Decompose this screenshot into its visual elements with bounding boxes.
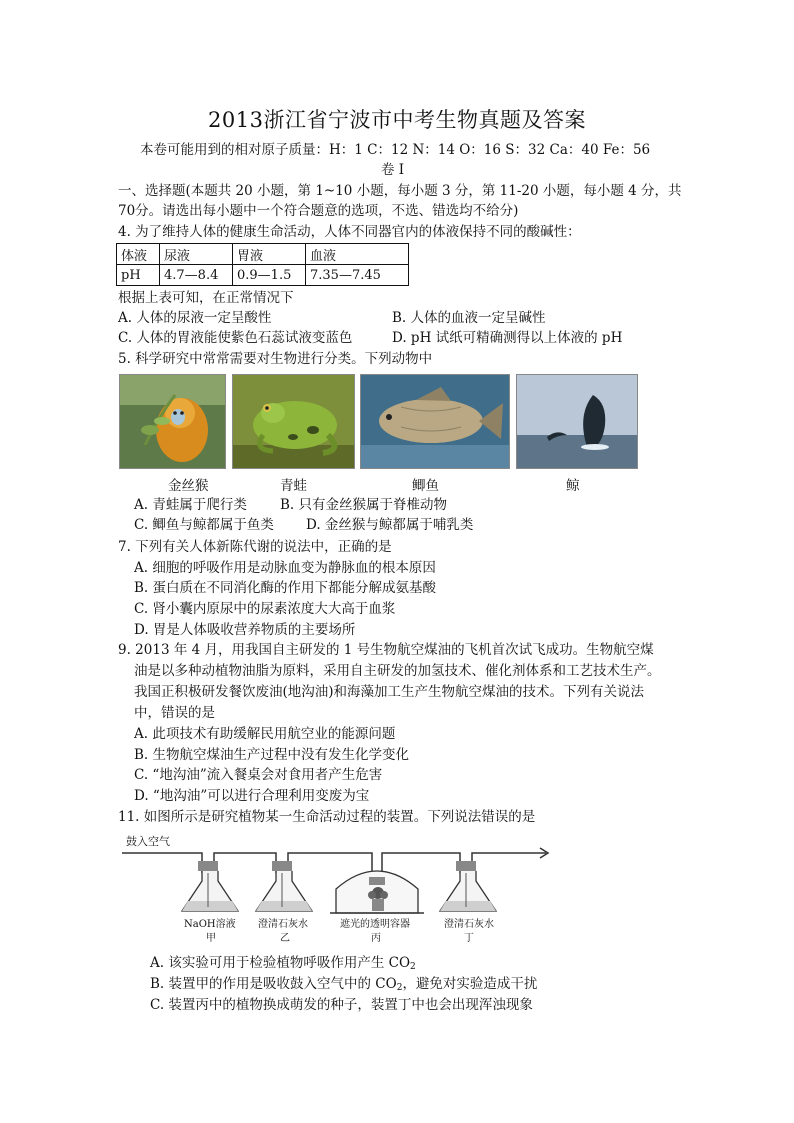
table-cell: 4.7—8.4 <box>160 265 233 286</box>
apparatus-label: 遮光的透明容器 <box>340 919 410 930</box>
whale-photo <box>516 374 638 469</box>
section-heading-line2: 70分。请选出每小题中一个符合题意的选项，不选、错选均不给分) <box>118 203 519 219</box>
table-header-cell: 尿液 <box>160 244 233 265</box>
section-heading-line1: 一、选择题(本题共 20 小题，第 1~10 小题，每小题 3 分，第 11-20 小题，每小题 4 分，共 <box>118 183 682 199</box>
frog-photo <box>232 374 355 469</box>
q9-line: 中，错误的是 <box>134 705 215 721</box>
q5-option-a: A. 青蛙属于爬行类 <box>134 497 247 513</box>
apparatus-label: 澄清石灰水 <box>258 919 308 930</box>
atomic-masses: 本卷可能用到的相对原子质量：H：1 C：12 N：14 O：16 S：32 Ca：40 Fe：56 <box>140 142 651 158</box>
q9-line: 9. 2013 年 4 月，用我国自主研发的 1 号生物航空煤油的飞机首次试飞成功。生物航空煤 <box>118 642 654 658</box>
q7-option-b: B. 蛋白质在不同消化酶的作用下都能分解成氨基酸 <box>134 580 437 596</box>
animal-caption: 青蛙 <box>280 478 307 494</box>
q5-option-b: B. 只有金丝猴属于脊椎动物 <box>280 497 448 513</box>
table-header-cell: 血液 <box>306 244 409 265</box>
q4-option-a: A. 人体的尿液一定呈酸性 <box>118 310 272 326</box>
apparatus-name: 甲 <box>206 933 216 944</box>
q11-option-a: A. 该实验可用于检验植物呼吸作用产生 $CO_2$ <box>150 955 416 972</box>
q5-option-c: C. 鲫鱼与鲸都属于鱼类 <box>134 517 274 533</box>
q7-stem: 7. 下列有关人体新陈代谢的说法中，正确的是 <box>118 539 392 555</box>
table-header-cell: 体液 <box>117 244 160 265</box>
table-row <box>117 244 409 265</box>
apparatus-label: NaOH溶液 <box>184 919 236 930</box>
table-row <box>117 265 409 286</box>
air-in-label: 鼓入空气 <box>126 835 170 848</box>
golden-monkey-photo <box>119 374 226 469</box>
q4-option-c: C. 人体的胃液能使紫色石蕊试液变蓝色 <box>118 330 353 346</box>
table-header-cell: 胃液 <box>233 244 306 265</box>
q9-option-d: D. “地沟油”可以进行合理利用变废为宝 <box>134 788 370 804</box>
q11-option-c: C. 装置丙中的植物换成萌发的种子，装置丁中也会出现浑浊现象 <box>150 997 533 1013</box>
q4-stem: 4. 为了维持人体的健康生命活动，人体不同器官内的体液保持不同的酸碱性： <box>118 224 581 240</box>
q5-option-d: D. 金丝猴与鲸都属于哺乳类 <box>306 517 474 533</box>
q7-option-a: A. 细胞的呼吸作用是动脉血变为静脉血的根本原因 <box>134 560 436 576</box>
q7-option-c: C. 肾小囊内原尿中的尿素浓度大大高于血浆 <box>134 601 396 617</box>
apparatus-name: 丙 <box>371 933 381 944</box>
apparatus-diagram <box>116 833 552 945</box>
q4-option-d: D. pH 试纸可精确测得以上体液的 pH <box>392 330 623 346</box>
q9-option-a: A. 此项技术有助缓解民用航空业的能源问题 <box>134 726 396 742</box>
q4-lead: 根据上表可知，在正常情况下 <box>118 290 294 306</box>
ph-table <box>116 243 409 286</box>
q11-stem: 11. 如图所示是研究植物某一生命活动过程的装置。下列说法错误的是 <box>118 809 536 825</box>
q9-line: 我国正积极研发餐饮废油(地沟油)和海藻加工生产生物航空煤油的技术。下列有关说法 <box>134 684 645 700</box>
q11-option-b: B. 装置甲的作用是吸收鼓入空气中的 $CO_2$，避免对实验造成干扰 <box>150 976 538 993</box>
carp-photo <box>360 374 510 469</box>
animal-caption: 鲸 <box>566 478 580 494</box>
apparatus-name: 丁 <box>464 933 474 944</box>
animal-caption: 鲫鱼 <box>412 478 439 494</box>
apparatus-name: 乙 <box>280 933 290 944</box>
q9-line: 油是以多种动植物油脂为原料，采用自主研发的加氢技术、催化剂体系和工艺技术生产。 <box>134 663 661 679</box>
q9-option-b: B. 生物航空煤油生产过程中没有发生化学变化 <box>134 747 410 763</box>
q9-option-c: C. “地沟油”流入餐桌会对食用者产生危害 <box>134 767 383 783</box>
table-cell: 7.35—7.45 <box>306 265 409 286</box>
q7-option-d: D. 胃是人体吸收营养物质的主要场所 <box>134 622 356 638</box>
apparatus-label: 澄清石灰水 <box>444 919 494 930</box>
animal-caption: 金丝猴 <box>168 478 209 494</box>
page-title: 2013浙江省宁波市中考生物真题及答案 <box>208 108 586 132</box>
volume-label: 卷 I <box>381 162 405 178</box>
q4-option-b: B. 人体的血液一定呈碱性 <box>392 310 546 326</box>
q5-stem: 5. 科学研究中常常需要对生物进行分类。下列动物中 <box>118 351 433 367</box>
table-cell: pH <box>117 265 160 286</box>
table-cell: 0.9—1.5 <box>233 265 306 286</box>
